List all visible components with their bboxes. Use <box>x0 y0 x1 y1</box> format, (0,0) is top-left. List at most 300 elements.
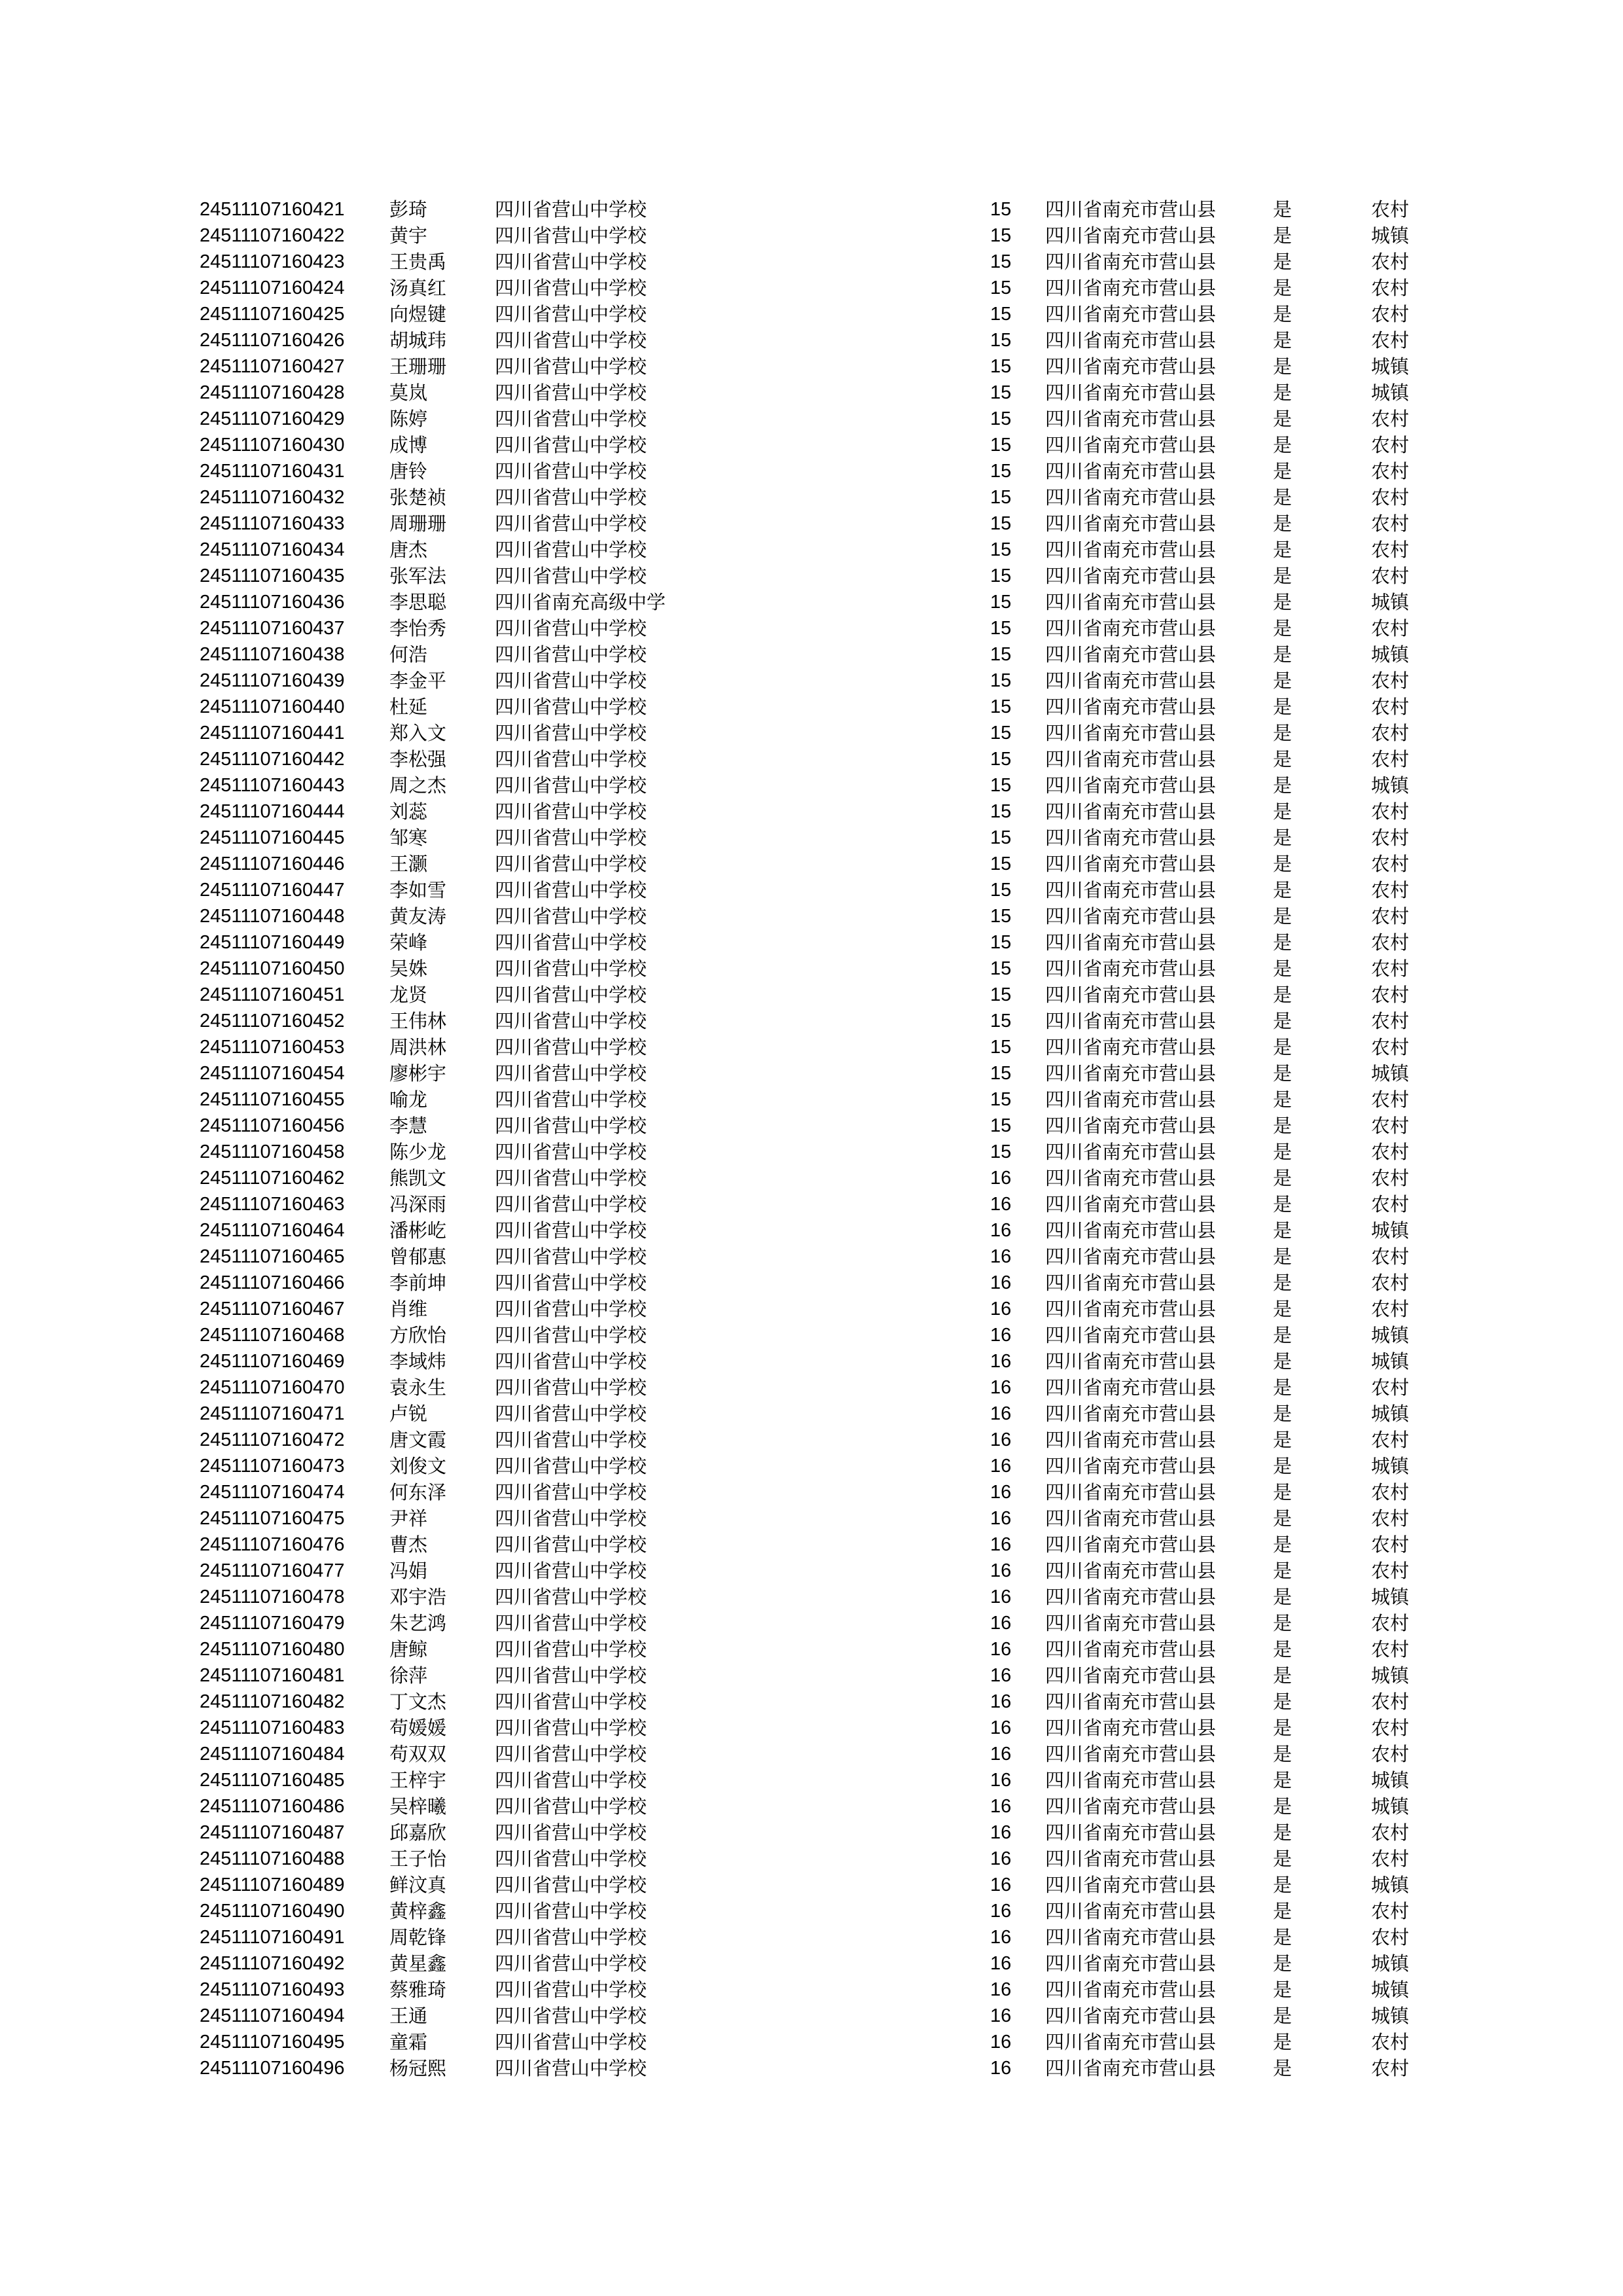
school-cell: 四川省营山中学校 <box>495 198 647 221</box>
residence-type-cell: 农村 <box>1371 1115 1410 1137</box>
table-row <box>200 1086 1417 1113</box>
school-cell: 四川省营山中学校 <box>495 1952 647 1975</box>
residence-type-cell: 农村 <box>1371 696 1410 718</box>
school-cell: 四川省营山中学校 <box>495 1848 647 1870</box>
residence-type-cell: 农村 <box>1371 670 1410 692</box>
residence-type-cell: 城镇 <box>1371 382 1410 404</box>
age-cell: 15 <box>990 1089 1012 1110</box>
student-name-cell: 冯深雨 <box>389 1193 447 1215</box>
school-cell: 四川省营山中学校 <box>495 1507 647 1530</box>
student-id-cell: 24511107160436 <box>200 592 345 613</box>
table-row <box>200 589 1417 615</box>
residence-type-cell: 农村 <box>1371 408 1410 430</box>
residence-type-cell: 农村 <box>1371 1900 1410 1922</box>
region-cell: 四川省南充市营山县 <box>1045 905 1217 927</box>
student-name-cell: 李怡秀 <box>389 617 447 639</box>
age-cell: 16 <box>990 1665 1012 1686</box>
age-cell: 15 <box>990 565 1012 586</box>
student-id-cell: 24511107160482 <box>200 1691 345 1712</box>
school-cell: 四川省营山中学校 <box>495 1350 647 1372</box>
table-row <box>200 563 1417 589</box>
residence-type-cell: 农村 <box>1371 565 1410 587</box>
region-cell: 四川省南充市营山县 <box>1045 774 1217 797</box>
student-id-cell: 24511107160441 <box>200 723 345 744</box>
school-cell: 四川省营山中学校 <box>495 1376 647 1399</box>
table-row <box>200 1217 1417 1244</box>
flag-cell: 是 <box>1273 617 1293 639</box>
student-name-cell: 周洪林 <box>389 1036 447 1058</box>
table-row <box>200 2029 1417 2055</box>
age-cell: 15 <box>990 1141 1012 1162</box>
table-row <box>200 458 1417 484</box>
school-cell: 四川省营山中学校 <box>495 774 647 797</box>
age-cell: 16 <box>990 1403 1012 1424</box>
student-id-cell: 24511107160447 <box>200 880 345 901</box>
school-cell: 四川省营山中学校 <box>495 329 647 351</box>
student-id-cell: 24511107160489 <box>200 1874 345 1895</box>
student-name-cell: 周之杰 <box>389 774 447 797</box>
residence-type-cell: 城镇 <box>1371 1795 1410 1818</box>
student-name-cell: 吴姝 <box>389 958 428 980</box>
region-cell: 四川省南充市营山县 <box>1045 382 1217 404</box>
flag-cell: 是 <box>1273 382 1293 404</box>
residence-type-cell: 农村 <box>1371 1036 1410 1058</box>
residence-type-cell: 农村 <box>1371 722 1410 744</box>
flag-cell: 是 <box>1273 1193 1293 1215</box>
student-name-cell: 朱艺鸿 <box>389 1612 447 1634</box>
school-cell: 四川省营山中学校 <box>495 2057 647 2079</box>
flag-cell: 是 <box>1273 1534 1293 1556</box>
residence-type-cell: 城镇 <box>1371 1403 1410 1425</box>
student-name-cell: 何浩 <box>389 643 428 666</box>
residence-type-cell: 农村 <box>1371 303 1410 325</box>
residence-type-cell: 农村 <box>1371 748 1410 770</box>
flag-cell: 是 <box>1273 1272 1293 1294</box>
student-id-cell: 24511107160433 <box>200 513 345 534</box>
table-row <box>200 1060 1417 1086</box>
table-row <box>200 1558 1417 1584</box>
school-cell: 四川省营山中学校 <box>495 1874 647 1896</box>
age-cell: 16 <box>990 1848 1012 1869</box>
flag-cell: 是 <box>1273 1376 1293 1399</box>
table-row <box>200 2055 1417 2081</box>
school-cell: 四川省营山中学校 <box>495 931 647 954</box>
student-name-cell: 张楚祯 <box>389 486 447 509</box>
age-cell: 16 <box>990 1325 1012 1346</box>
region-cell: 四川省南充市营山县 <box>1045 434 1217 456</box>
student-name-cell: 丁文杰 <box>389 1691 447 1713</box>
region-cell: 四川省南充市营山县 <box>1045 1036 1217 1058</box>
region-cell: 四川省南充市营山县 <box>1045 1324 1217 1346</box>
flag-cell: 是 <box>1273 774 1293 797</box>
school-cell: 四川省营山中学校 <box>495 670 647 692</box>
student-id-cell: 24511107160488 <box>200 1848 345 1869</box>
flag-cell: 是 <box>1273 591 1293 613</box>
student-name-cell: 陈婷 <box>389 408 428 430</box>
school-cell: 四川省营山中学校 <box>495 1926 647 1948</box>
residence-type-cell: 农村 <box>1371 905 1410 927</box>
table-row <box>200 1584 1417 1610</box>
residence-type-cell: 城镇 <box>1371 591 1410 613</box>
school-cell: 四川省营山中学校 <box>495 1821 647 1844</box>
residence-type-cell: 农村 <box>1371 1612 1410 1634</box>
student-name-cell: 吴梓曦 <box>389 1795 447 1818</box>
region-cell: 四川省南充市营山县 <box>1045 539 1217 561</box>
school-cell: 四川省营山中学校 <box>495 853 647 875</box>
flag-cell: 是 <box>1273 408 1293 430</box>
student-name-cell: 王灏 <box>389 853 428 875</box>
student-id-cell: 24511107160492 <box>200 1953 345 1974</box>
residence-type-cell: 农村 <box>1371 486 1410 509</box>
table-row <box>200 380 1417 406</box>
student-name-cell: 李如雪 <box>389 879 447 901</box>
table-row <box>200 615 1417 641</box>
student-id-cell: 24511107160475 <box>200 1508 345 1529</box>
school-cell: 四川省营山中学校 <box>495 1560 647 1582</box>
student-id-cell: 24511107160444 <box>200 801 345 822</box>
student-name-cell: 王通 <box>389 2005 428 2027</box>
student-id-cell: 24511107160465 <box>200 1246 345 1267</box>
residence-type-cell: 农村 <box>1371 1534 1410 1556</box>
region-cell: 四川省南充市营山县 <box>1045 277 1217 299</box>
region-cell: 四川省南充市营山县 <box>1045 1141 1217 1163</box>
student-id-cell: 24511107160487 <box>200 1822 345 1843</box>
region-cell: 四川省南充市营山县 <box>1045 1560 1217 1582</box>
student-name-cell: 王贵禹 <box>389 251 447 273</box>
flag-cell: 是 <box>1273 1586 1293 1608</box>
student-id-cell: 24511107160476 <box>200 1534 345 1555</box>
flag-cell: 是 <box>1273 1324 1293 1346</box>
residence-type-cell: 农村 <box>1371 958 1410 980</box>
student-id-cell: 24511107160466 <box>200 1272 345 1293</box>
residence-type-cell: 农村 <box>1371 1691 1410 1713</box>
student-id-cell: 24511107160490 <box>200 1901 345 1922</box>
region-cell: 四川省南充市营山县 <box>1045 1848 1217 1870</box>
region-cell: 四川省南充市营山县 <box>1045 643 1217 666</box>
school-cell: 四川省营山中学校 <box>495 224 647 247</box>
student-name-cell: 王梓宇 <box>389 1769 447 1791</box>
student-name-cell: 曹杰 <box>389 1534 428 1556</box>
age-cell: 16 <box>990 1299 1012 1319</box>
region-cell: 四川省南充市营山县 <box>1045 984 1217 1006</box>
residence-type-cell: 城镇 <box>1371 1219 1410 1242</box>
flag-cell: 是 <box>1273 1769 1293 1791</box>
region-cell: 四川省南充市营山县 <box>1045 617 1217 639</box>
age-cell: 16 <box>990 1194 1012 1215</box>
region-cell: 四川省南充市营山县 <box>1045 1272 1217 1294</box>
student-id-cell: 24511107160474 <box>200 1482 345 1503</box>
school-cell: 四川省营山中学校 <box>495 1429 647 1451</box>
table-row <box>200 694 1417 720</box>
table-row <box>200 798 1417 825</box>
residence-type-cell: 农村 <box>1371 1246 1410 1268</box>
residence-type-cell: 城镇 <box>1371 1455 1410 1477</box>
residence-type-cell: 农村 <box>1371 251 1410 273</box>
residence-type-cell: 农村 <box>1371 1272 1410 1294</box>
table-row <box>200 851 1417 877</box>
school-cell: 四川省营山中学校 <box>495 1167 647 1189</box>
region-cell: 四川省南充市营山县 <box>1045 2057 1217 2079</box>
school-cell: 四川省营山中学校 <box>495 1638 647 1660</box>
table-row <box>200 406 1417 432</box>
student-name-cell: 王珊珊 <box>389 355 447 378</box>
student-id-cell: 24511107160468 <box>200 1325 345 1346</box>
region-cell: 四川省南充市营山县 <box>1045 1664 1217 1687</box>
table-row <box>200 301 1417 327</box>
school-cell: 四川省营山中学校 <box>495 958 647 980</box>
residence-type-cell: 农村 <box>1371 1560 1410 1582</box>
residence-type-cell: 城镇 <box>1371 1664 1410 1687</box>
flag-cell: 是 <box>1273 1743 1293 1765</box>
region-cell: 四川省南充市营山县 <box>1045 931 1217 954</box>
school-cell: 四川省营山中学校 <box>495 1455 647 1477</box>
student-name-cell: 黄宇 <box>389 224 428 247</box>
table-row <box>200 1689 1417 1715</box>
school-cell: 四川省营山中学校 <box>495 722 647 744</box>
region-cell: 四川省南充市营山县 <box>1045 1874 1217 1896</box>
age-cell: 16 <box>990 1456 1012 1477</box>
region-cell: 四川省南充市营山县 <box>1045 303 1217 325</box>
flag-cell: 是 <box>1273 512 1293 535</box>
student-id-cell: 24511107160472 <box>200 1429 345 1450</box>
region-cell: 四川省南充市营山县 <box>1045 1717 1217 1739</box>
student-name-cell: 周珊珊 <box>389 512 447 535</box>
student-id-cell: 24511107160439 <box>200 670 345 691</box>
table-row <box>200 772 1417 798</box>
age-cell: 15 <box>990 1115 1012 1136</box>
table-row <box>200 1636 1417 1662</box>
student-name-cell: 龙贤 <box>389 984 428 1006</box>
table-row <box>200 275 1417 301</box>
flag-cell: 是 <box>1273 958 1293 980</box>
region-cell: 四川省南充市营山县 <box>1045 408 1217 430</box>
flag-cell: 是 <box>1273 303 1293 325</box>
age-cell: 16 <box>990 1927 1012 1948</box>
region-cell: 四川省南充市营山县 <box>1045 1900 1217 1922</box>
region-cell: 四川省南充市营山县 <box>1045 591 1217 613</box>
residence-type-cell: 农村 <box>1371 984 1410 1006</box>
age-cell: 16 <box>990 2005 1012 2026</box>
region-cell: 四川省南充市营山县 <box>1045 1638 1217 1660</box>
student-name-cell: 王子怡 <box>389 1848 447 1870</box>
region-cell: 四川省南充市营山县 <box>1045 1612 1217 1634</box>
student-name-cell: 李前坤 <box>389 1272 447 1294</box>
student-name-cell: 苟媛媛 <box>389 1717 447 1739</box>
region-cell: 四川省南充市营山县 <box>1045 1167 1217 1189</box>
age-cell: 15 <box>990 984 1012 1005</box>
student-name-cell: 何东泽 <box>389 1481 447 1503</box>
region-cell: 四川省南充市营山县 <box>1045 1298 1217 1320</box>
student-id-cell: 24511107160454 <box>200 1063 345 1084</box>
table-row <box>200 1479 1417 1505</box>
student-name-cell: 黄星鑫 <box>389 1952 447 1975</box>
age-cell: 16 <box>990 1587 1012 1607</box>
region-cell: 四川省南充市营山县 <box>1045 1062 1217 1085</box>
flag-cell: 是 <box>1273 853 1293 875</box>
age-cell: 15 <box>990 801 1012 822</box>
table-row <box>200 1767 1417 1793</box>
residence-type-cell: 农村 <box>1371 198 1410 221</box>
student-name-cell: 袁永生 <box>389 1376 447 1399</box>
flag-cell: 是 <box>1273 251 1293 273</box>
residence-type-cell: 农村 <box>1371 329 1410 351</box>
flag-cell: 是 <box>1273 827 1293 849</box>
student-name-cell: 唐杰 <box>389 539 428 561</box>
age-cell: 16 <box>990 1691 1012 1712</box>
student-id-cell: 24511107160484 <box>200 1744 345 1765</box>
school-cell: 四川省营山中学校 <box>495 1743 647 1765</box>
flag-cell: 是 <box>1273 2057 1293 2079</box>
school-cell: 四川省营山中学校 <box>495 303 647 325</box>
residence-type-cell: 农村 <box>1371 277 1410 299</box>
age-cell: 15 <box>990 435 1012 456</box>
table-row <box>200 956 1417 982</box>
residence-type-cell: 农村 <box>1371 1167 1410 1189</box>
table-row <box>200 1453 1417 1479</box>
student-id-cell: 24511107160480 <box>200 1639 345 1660</box>
student-name-cell: 黄梓鑫 <box>389 1900 447 1922</box>
student-id-cell: 24511107160473 <box>200 1456 345 1477</box>
region-cell: 四川省南充市营山县 <box>1045 198 1217 221</box>
residence-type-cell: 城镇 <box>1371 1952 1410 1975</box>
student-name-cell: 杜延 <box>389 696 428 718</box>
age-cell: 16 <box>990 1482 1012 1503</box>
residence-type-cell: 农村 <box>1371 1193 1410 1215</box>
flag-cell: 是 <box>1273 905 1293 927</box>
region-cell: 四川省南充市营山县 <box>1045 1455 1217 1477</box>
age-cell: 16 <box>990 1796 1012 1817</box>
student-name-cell: 陈少龙 <box>389 1141 447 1163</box>
age-cell: 15 <box>990 330 1012 351</box>
flag-cell: 是 <box>1273 198 1293 221</box>
student-id-cell: 24511107160477 <box>200 1560 345 1581</box>
school-cell: 四川省营山中学校 <box>495 1141 647 1163</box>
student-id-cell: 24511107160491 <box>200 1927 345 1948</box>
student-id-cell: 24511107160429 <box>200 408 345 429</box>
student-name-cell: 李域炜 <box>389 1350 447 1372</box>
student-name-cell: 邹寒 <box>389 827 428 849</box>
age-cell: 15 <box>990 304 1012 325</box>
region-cell: 四川省南充市营山县 <box>1045 1743 1217 1765</box>
residence-type-cell: 农村 <box>1371 879 1410 901</box>
student-name-cell: 郑入文 <box>389 722 447 744</box>
flag-cell: 是 <box>1273 1088 1293 1111</box>
school-cell: 四川省营山中学校 <box>495 827 647 849</box>
student-id-cell: 24511107160479 <box>200 1613 345 1634</box>
age-cell: 15 <box>990 880 1012 901</box>
region-cell: 四川省南充市营山县 <box>1045 329 1217 351</box>
student-name-cell: 李思聪 <box>389 591 447 613</box>
student-name-cell: 刘俊文 <box>389 1455 447 1477</box>
flag-cell: 是 <box>1273 748 1293 770</box>
school-cell: 四川省营山中学校 <box>495 1717 647 1739</box>
age-cell: 16 <box>990 2032 1012 2053</box>
region-cell: 四川省南充市营山县 <box>1045 1507 1217 1530</box>
region-cell: 四川省南充市营山县 <box>1045 1926 1217 1948</box>
table-row <box>200 1872 1417 1898</box>
student-name-cell: 方欣怡 <box>389 1324 447 1346</box>
student-name-cell: 卢锐 <box>389 1403 428 1425</box>
region-cell: 四川省南充市营山县 <box>1045 460 1217 482</box>
student-id-cell: 24511107160449 <box>200 932 345 953</box>
flag-cell: 是 <box>1273 1167 1293 1189</box>
school-cell: 四川省营山中学校 <box>495 434 647 456</box>
region-cell: 四川省南充市营山县 <box>1045 1534 1217 1556</box>
school-cell: 四川省营山中学校 <box>495 696 647 718</box>
student-name-cell: 苟双双 <box>389 1743 447 1765</box>
student-name-cell: 唐铃 <box>389 460 428 482</box>
student-name-cell: 黄友涛 <box>389 905 447 927</box>
residence-type-cell: 城镇 <box>1371 643 1410 666</box>
residence-type-cell: 农村 <box>1371 1010 1410 1032</box>
school-cell: 四川省营山中学校 <box>495 1272 647 1294</box>
age-cell: 15 <box>990 199 1012 220</box>
student-name-cell: 潘彬屹 <box>389 1219 447 1242</box>
table-row <box>200 196 1417 223</box>
region-cell: 四川省南充市营山县 <box>1045 696 1217 718</box>
student-id-cell: 24511107160463 <box>200 1194 345 1215</box>
age-cell: 15 <box>990 932 1012 953</box>
flag-cell: 是 <box>1273 800 1293 823</box>
age-cell: 15 <box>990 1037 1012 1058</box>
region-cell: 四川省南充市营山县 <box>1045 1193 1217 1215</box>
age-cell: 16 <box>990 1220 1012 1241</box>
student-id-cell: 24511107160434 <box>200 539 345 560</box>
age-cell: 15 <box>990 251 1012 272</box>
region-cell: 四川省南充市营山县 <box>1045 224 1217 247</box>
school-cell: 四川省南充高级中学 <box>495 591 666 613</box>
student-id-cell: 24511107160425 <box>200 304 345 325</box>
residence-type-cell: 农村 <box>1371 2031 1410 2053</box>
age-cell: 15 <box>990 1011 1012 1031</box>
age-cell: 16 <box>990 1534 1012 1555</box>
residence-type-cell: 农村 <box>1371 617 1410 639</box>
age-cell: 16 <box>990 1168 1012 1189</box>
flag-cell: 是 <box>1273 643 1293 666</box>
region-cell: 四川省南充市营山县 <box>1045 958 1217 980</box>
age-cell: 16 <box>990 1979 1012 2000</box>
school-cell: 四川省营山中学校 <box>495 1481 647 1503</box>
flag-cell: 是 <box>1273 1664 1293 1687</box>
table-row <box>200 1950 1417 1977</box>
flag-cell: 是 <box>1273 1612 1293 1634</box>
age-cell: 16 <box>990 1953 1012 1974</box>
table-row <box>200 746 1417 772</box>
age-cell: 16 <box>990 1744 1012 1765</box>
table-row <box>200 1113 1417 1139</box>
flag-cell: 是 <box>1273 277 1293 299</box>
region-cell: 四川省南充市营山县 <box>1045 827 1217 849</box>
student-id-cell: 24511107160486 <box>200 1796 345 1817</box>
age-cell: 16 <box>990 1874 1012 1895</box>
student-id-cell: 24511107160481 <box>200 1665 345 1686</box>
table-row <box>200 1532 1417 1558</box>
region-cell: 四川省南充市营山县 <box>1045 1429 1217 1451</box>
table-row <box>200 1165 1417 1191</box>
residence-type-cell: 农村 <box>1371 1638 1410 1660</box>
school-cell: 四川省营山中学校 <box>495 748 647 770</box>
table-row <box>200 1793 1417 1820</box>
student-name-cell: 成博 <box>389 434 428 456</box>
student-id-cell: 24511107160428 <box>200 382 345 403</box>
student-name-cell: 李松强 <box>389 748 447 770</box>
flag-cell: 是 <box>1273 1429 1293 1451</box>
school-cell: 四川省营山中学校 <box>495 2005 647 2027</box>
residence-type-cell: 农村 <box>1371 2057 1410 2079</box>
flag-cell: 是 <box>1273 460 1293 482</box>
region-cell: 四川省南充市营山县 <box>1045 1246 1217 1268</box>
student-name-cell: 廖彬宇 <box>389 1062 447 1085</box>
